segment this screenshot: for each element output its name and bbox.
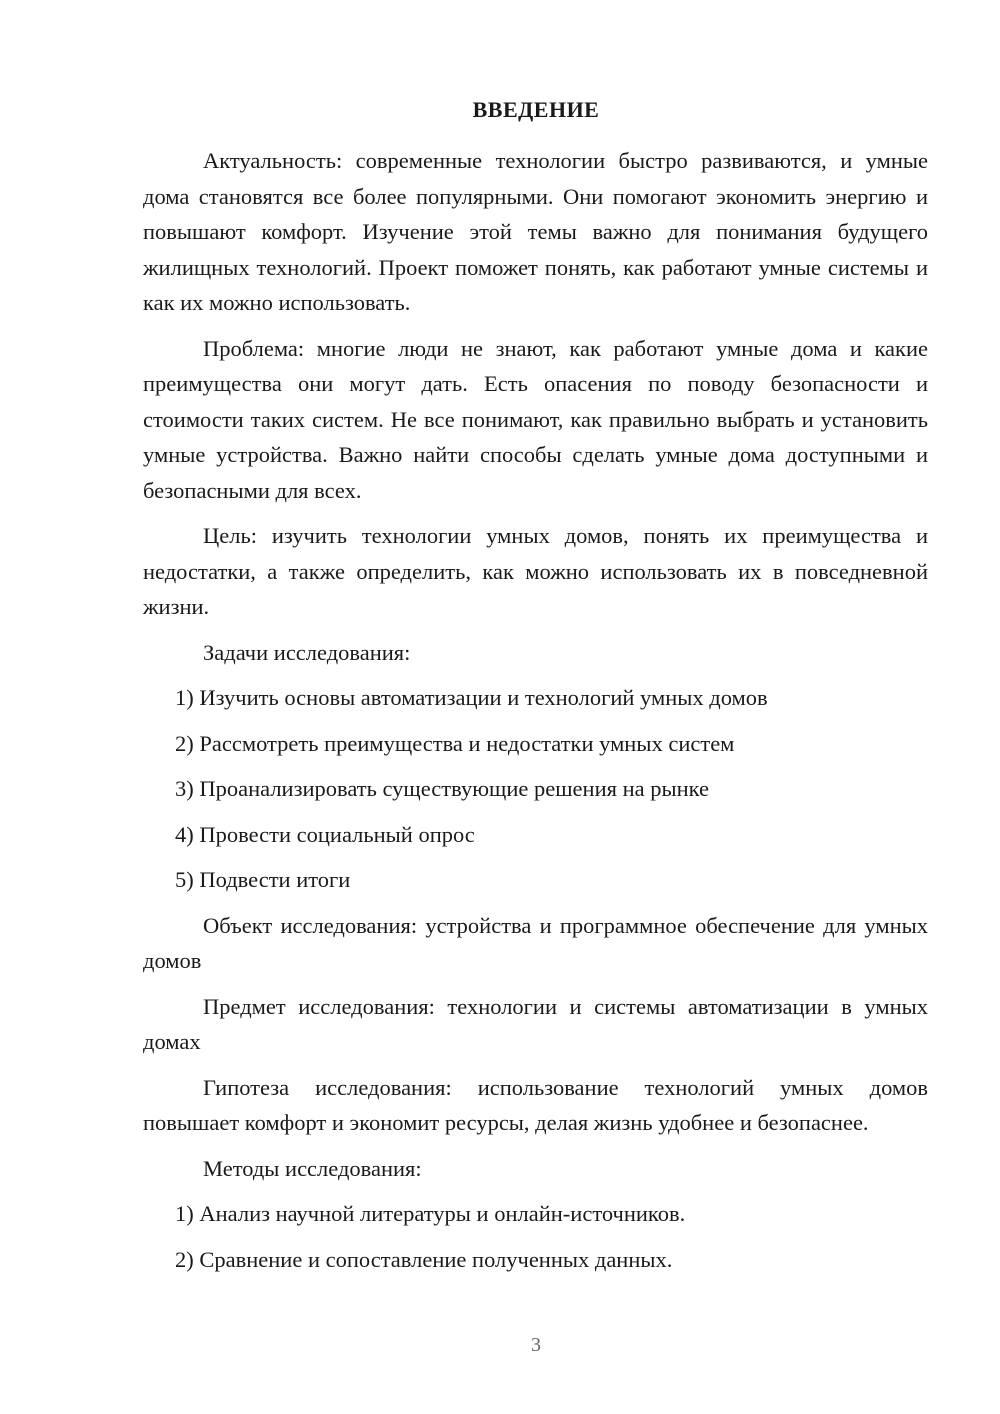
task-item: 4) Провести социальный опрос bbox=[175, 821, 475, 847]
task-item: 5) Подвести итоги bbox=[175, 867, 351, 892]
paragraph-hypothesis: Гипотеза исследования: использование технологий умных домов повышает комфорт и экономит ресурсы, делая жизнь удобнее и безопаснее. bbox=[143, 1074, 928, 1135]
task-item: 1) Изучить основы автоматизации и технологий умных домов bbox=[175, 685, 768, 710]
paragraph-problem: Проблема: многие люди не знают, как работают умные дома и какие преимущества они могут дать. Есть опасения по поводу безопасности и стоимости таких систем. Не все понимают, как правильно выбрать и установить умные устройства. Важно найти способы сделать умные дома доступными и безопасными для всех. bbox=[143, 335, 928, 503]
document-body bbox=[143, 143, 928, 1287]
method-item: 1) Анализ научной литературы и онлайн-источников. bbox=[175, 1201, 686, 1226]
paragraph-goal: Цель: изучить технологии умных домов, понять их преимущества и недостатки, а также определить, как можно использовать их в повседневной жизни. bbox=[143, 523, 928, 619]
page-number: 3 bbox=[531, 1334, 541, 1356]
tasks-heading: Задачи исследования: bbox=[203, 639, 411, 665]
task-item: 2) Рассмотреть преимущества и недостатки умных систем bbox=[175, 730, 735, 756]
paragraph-subject: Предмет исследования: технологии и системы автоматизации в умных домах bbox=[143, 993, 928, 1054]
paragraph-object: Объект исследования: устройства и программное обеспечение для умных домов bbox=[143, 912, 928, 973]
method-item: 2) Сравнение и сопоставление полученных данных. bbox=[175, 1246, 673, 1272]
task-item: 3) Проанализировать существующие решения на рынке bbox=[175, 776, 710, 801]
paragraph-relevance: Актуальность: современные технологии быстро развиваются, и умные дома становятся все более популярными. Они помогают экономить энергию и повышают комфорт. Изучение этой темы важно для понимания будущего жилищных технологий. Проект поможет понять, как работают умные системы и как их можно использовать. bbox=[143, 148, 928, 315]
page-title: ВВЕДЕНИЕ bbox=[472, 97, 600, 122]
methods-heading: Методы исследования: bbox=[203, 1155, 422, 1181]
